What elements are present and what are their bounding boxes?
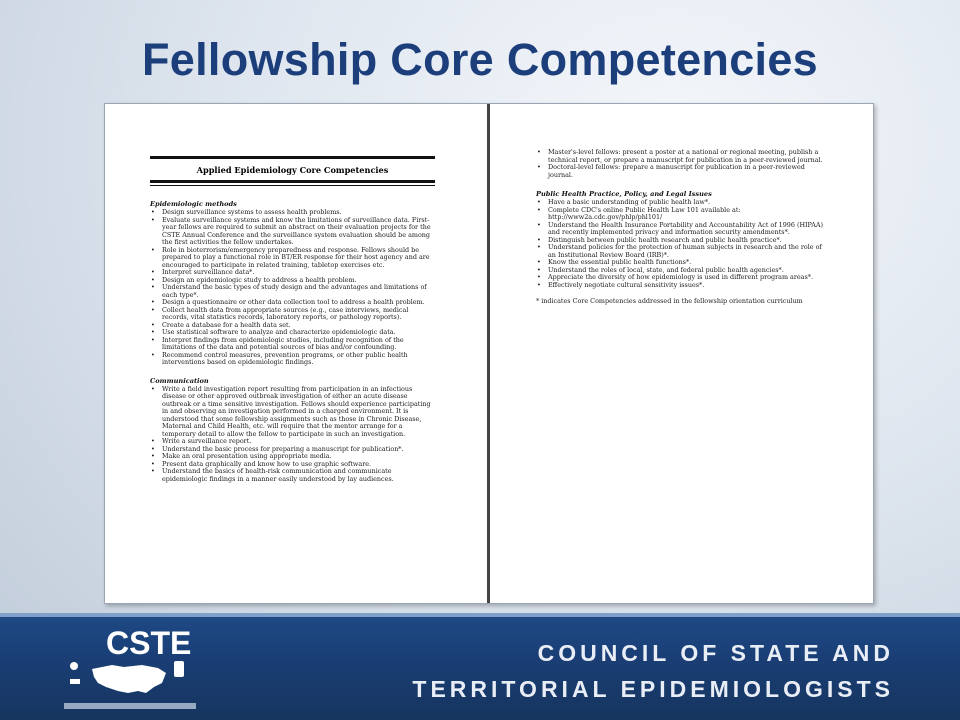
competency-item: • Design a questionnaire or other data collection tool to address a health problem. xyxy=(150,299,435,307)
competency-item: • Distinguish between public health research and public health practice*. xyxy=(536,237,826,245)
hawaii-icon xyxy=(70,679,80,684)
competency-item: • Create a database for a health data set. xyxy=(150,322,435,330)
competency-item: • Appreciate the diversity of how epidemiology is used in different program areas*. xyxy=(536,274,826,282)
section-heading: Epidemiologic methods xyxy=(150,200,237,208)
competency-item: • Design an epidemiologic study to address a health problem. xyxy=(150,277,435,285)
document-title: Applied Epidemiology Core Competencies xyxy=(196,165,389,175)
competency-item: • Recommend control measures, prevention programs, or other public health interventions based on epidemiologic findings. xyxy=(150,352,435,367)
competency-list xyxy=(536,149,826,179)
competency-item: • Collect health data from appropriate sources (e.g., case interviews, medical records, vital statistics records, laboratory reports, or pathology reports). xyxy=(150,307,435,322)
competency-item: • Interpret surveillance data*. xyxy=(150,269,435,277)
competency-item: • Design surveillance systems to assess health problems. xyxy=(150,209,435,217)
competency-item: • Use statistical software to analyze and characterize epidemiologic data. xyxy=(150,329,435,337)
competency-list xyxy=(536,199,826,289)
competency-item: • Effectively negotiate cultural sensitivity issues*. xyxy=(536,282,826,290)
competency-item: • Role in bioterrorism/emergency preparedness and response. Fellows should be prepared to play a functional role in BT/ER response for their host agency and are encouraged to participate in related training, tabletop exercises etc. xyxy=(150,247,435,270)
competency-item: • Evaluate surveillance systems and know the limitations of surveillance data. First-year fellows are required to submit an abstract on their evaluation projects for the CSTE Annual Conference and the surveillance system evaluation should be among the first activities the fellow undertakes. xyxy=(150,217,435,247)
competency-list xyxy=(150,209,435,367)
competency-item: • Make an oral presentation using appropriate media. xyxy=(150,453,435,461)
logo-text: CSTE xyxy=(106,625,192,661)
competency-item: • Master's-level fellows: present a poster at a national or regional meeting, publish a technical report, or prepare a manuscript for publication in a peer-reviewed journal. xyxy=(536,149,826,164)
competency-item: • Understand policies for the protection of human subjects in research and the role of an Institutional Review Board (IRB)*. xyxy=(536,244,826,259)
document-page-right xyxy=(490,104,873,603)
section-heading: Public Health Practice, Policy, and Legal Issues xyxy=(536,190,712,198)
footnote: * indicates Core Competencies addressed in the fellowship orientation curriculum xyxy=(536,297,803,305)
competency-item: • Complete CDC's online Public Health Law 101 available at: http://www2a.cdc.gov/phlp/phl101/ xyxy=(536,207,826,222)
org-name-line2: TERRITORIAL EPIDEMIOLOGISTS xyxy=(412,676,894,702)
document-image xyxy=(104,103,874,604)
key-icon xyxy=(174,661,184,677)
competency-list xyxy=(150,386,435,484)
logo-caption xyxy=(64,703,196,709)
competency-item: • Understand the basic process for preparing a manuscript for publication*. xyxy=(150,446,435,454)
competency-item: • Know the essential public health functions*. xyxy=(536,259,826,267)
competency-item: • Understand the Health Insurance Portability and Accountability Act of 1996 (HIPAA) and recently implemented privacy and information security amendments*. xyxy=(536,222,826,237)
competency-item: • Understand the basics of health-risk communication and communicate epidemiologic findings in a manner easily understood by lay audiences. xyxy=(150,468,435,483)
us-map-icon xyxy=(92,665,166,693)
competency-item: • Interpret findings from epidemiologic studies, including recognition of the limitations of the data and potential sources of bias and/or confounding. xyxy=(150,337,435,352)
title-rule-bottom xyxy=(150,180,435,183)
document-page-left xyxy=(105,104,487,603)
org-name-line1: COUNCIL OF STATE AND xyxy=(537,640,894,666)
competency-item: • Present data graphically and know how to use graphic software. xyxy=(150,461,435,469)
competency-item: • Doctoral-level fellows: prepare a manuscript for publication in a peer-reviewed journal. xyxy=(536,164,826,179)
competency-item: • Understand the basic types of study design and the advantages and limitations of each type*. xyxy=(150,284,435,299)
competency-item: • Write a field investigation report resulting from participation in an infectious disease or other approved outbreak investigation of either an acute disease outbreak or a time sensitive investigation. Fellows should experience participating in and observing an investigation performed in a charged environment. It is understood that some fellowship assignments such as those in Chronic Disease, Maternal and Child Health, etc. will require that the mentor arrange for a temporary detail to allow the fellow to participate in such an investigation. xyxy=(150,386,435,439)
slide-title: Fellowship Core Competencies xyxy=(141,34,819,85)
competency-item: • Have a basic understanding of public health law*. xyxy=(536,199,826,207)
alaska-icon xyxy=(70,662,78,670)
competency-item: • Understand the roles of local, state, and federal public health agencies*. xyxy=(536,267,826,275)
competency-item: • Write a surveillance report. xyxy=(150,438,435,446)
section-heading: Communication xyxy=(150,376,209,385)
cste-logo xyxy=(62,621,198,711)
